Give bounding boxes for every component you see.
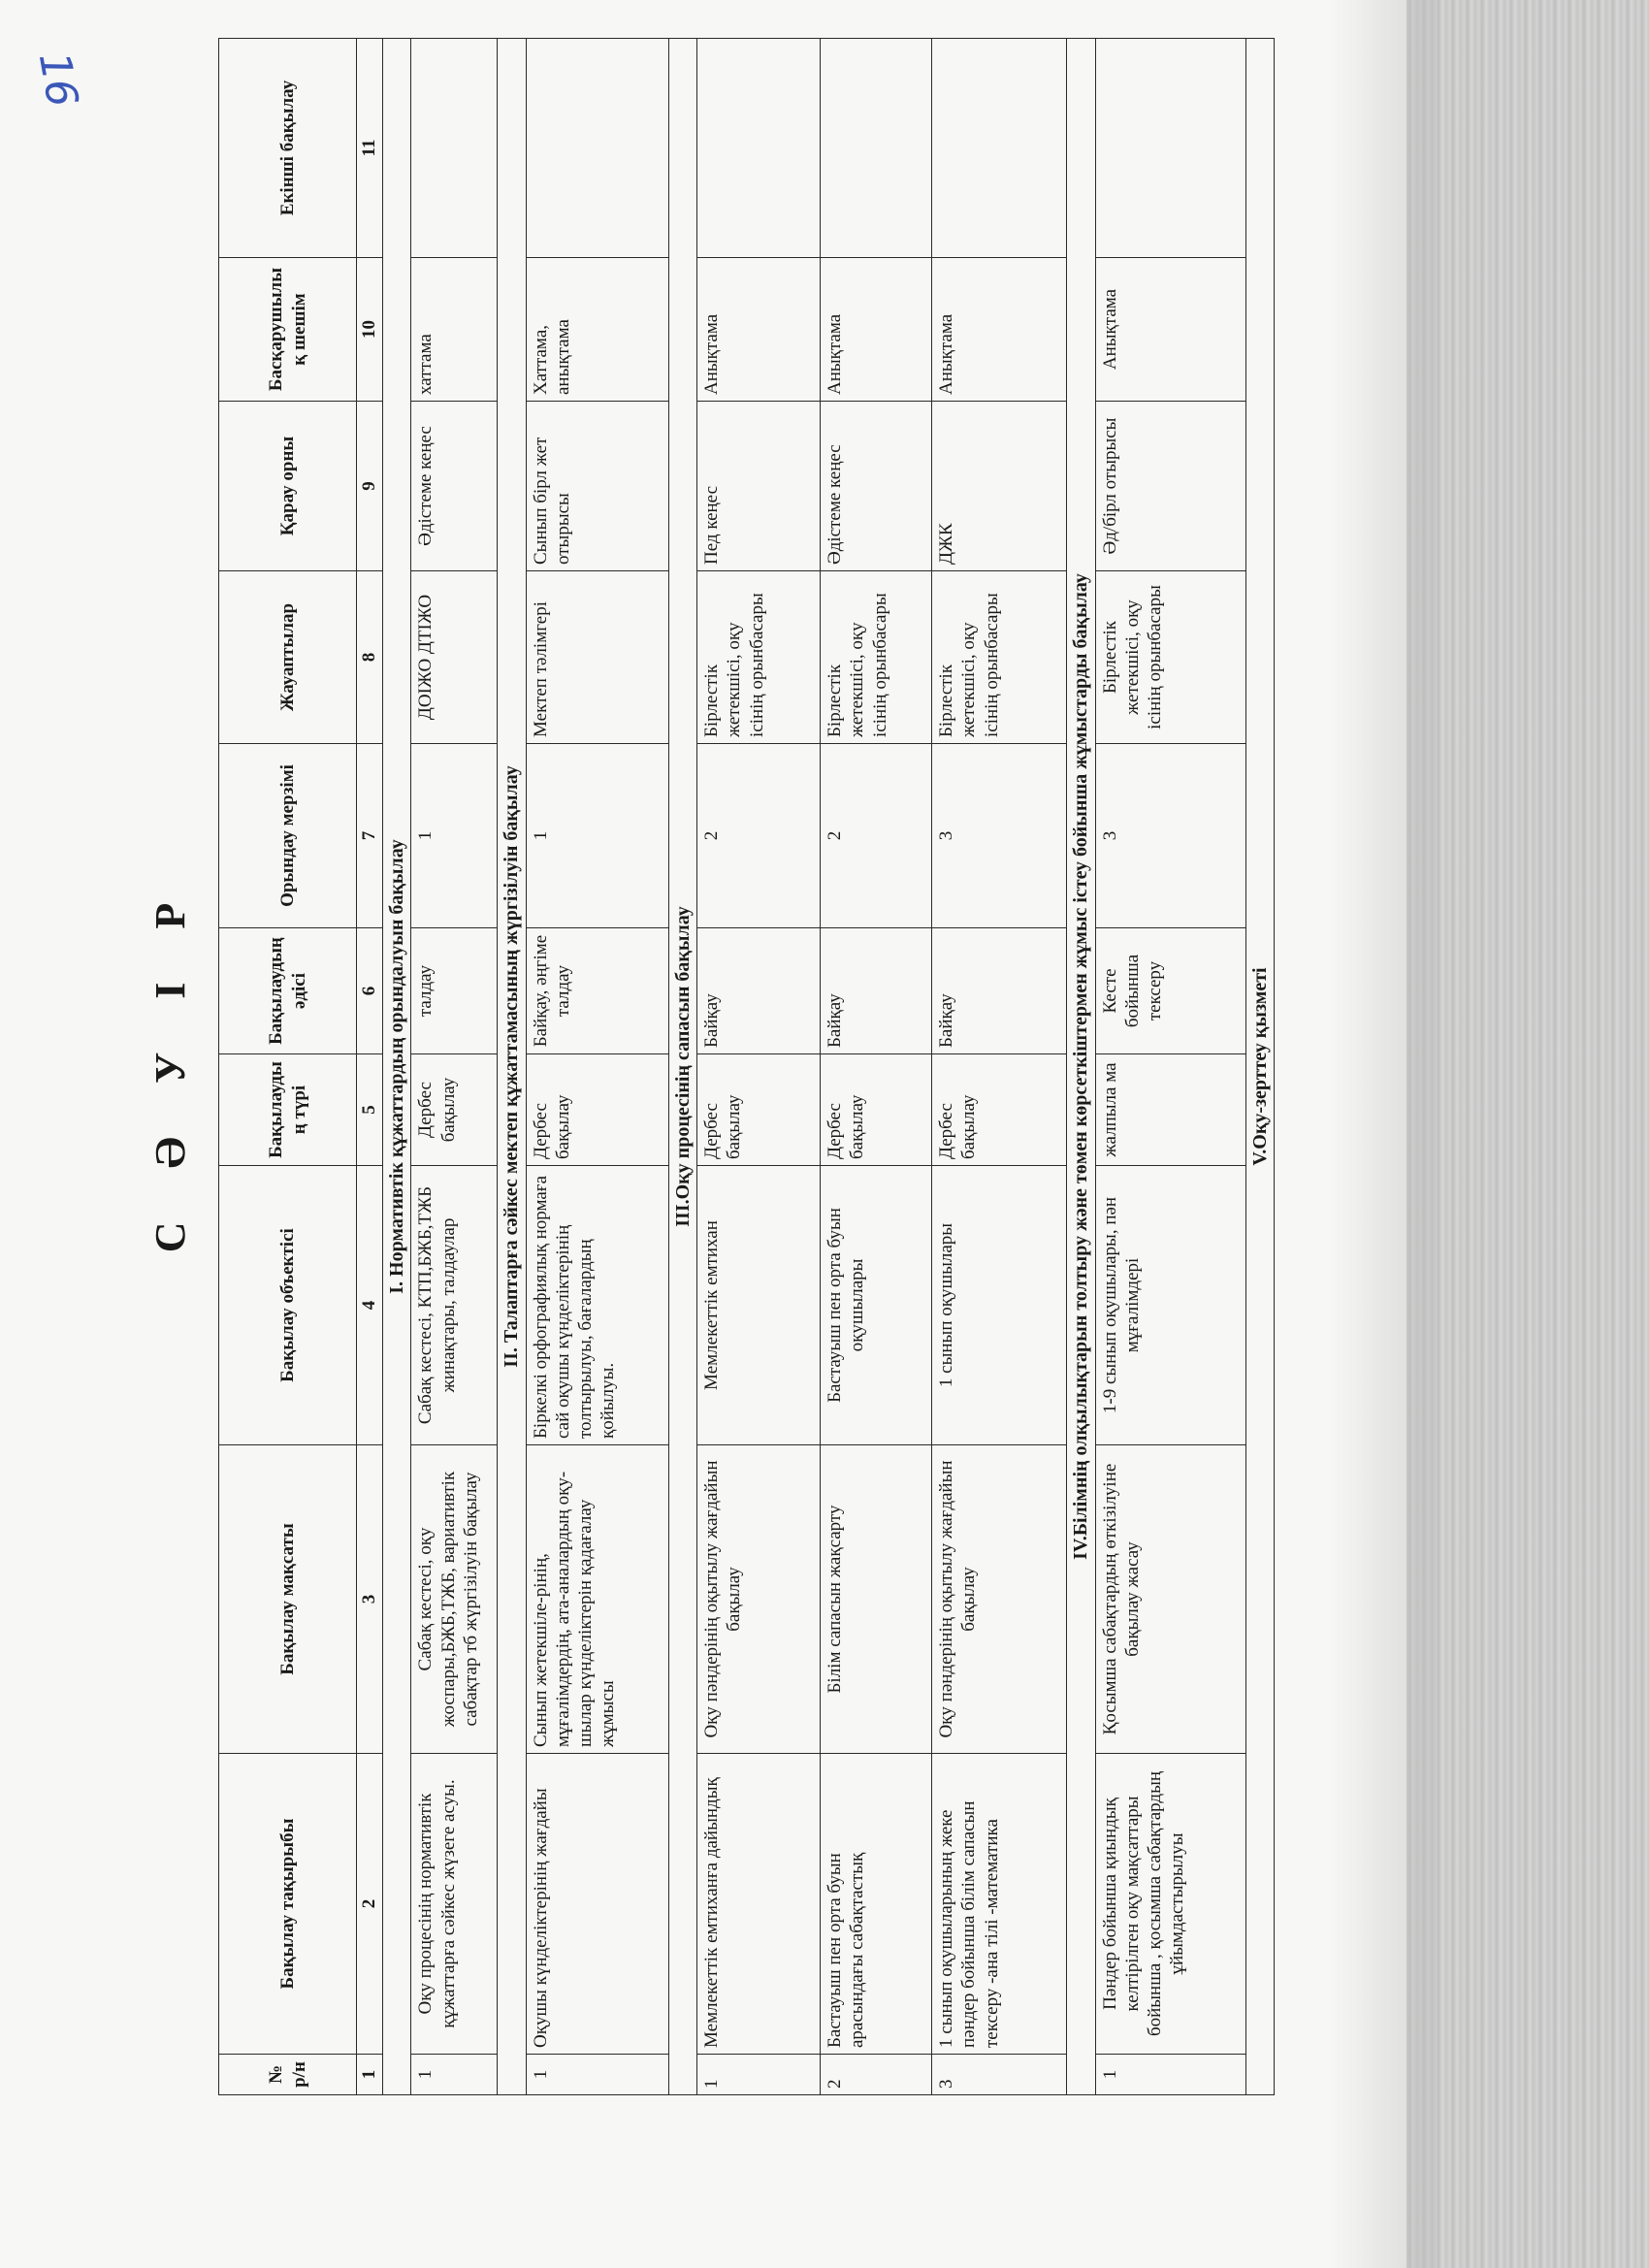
column-number: 11 <box>357 39 383 258</box>
cell-place: Әдістеме кеңес <box>411 402 498 571</box>
table-row <box>1095 39 1245 2095</box>
column-number-row <box>357 39 383 2095</box>
column-number: 9 <box>357 402 383 571</box>
header-cell: Бақылау тақырыбы <box>219 1754 357 2055</box>
cell-place: ДЖК <box>932 402 1067 571</box>
cell-second <box>1095 39 1245 258</box>
scanner-artifact-band <box>1406 0 1649 2268</box>
column-number: 1 <box>357 2055 383 2095</box>
header-row <box>219 39 357 2095</box>
cell-responsible: Бірлестік жетекшісі, оқу ісінің орынбасары <box>697 571 821 744</box>
cell-method: талдау <box>411 928 498 1054</box>
cell-type: Дербес бақылау <box>932 1054 1067 1166</box>
section-heading-row <box>1067 39 1095 2095</box>
cell-method: Байқау, әңгіме талдау <box>526 928 668 1054</box>
column-number: 6 <box>357 928 383 1054</box>
cell-goal: Білім сапасын жақсарту <box>821 1445 932 1754</box>
cell-responsible: Мектеп тәлімгері <box>526 571 668 744</box>
header-cell: Бақылаудың түрі <box>219 1054 357 1166</box>
cell-responsible: Бірлестік жетекшісі, оқу ісінің орынбасары <box>1095 571 1245 744</box>
cell-type: Дербес бақылау <box>526 1054 668 1166</box>
header-cell: Қарау орны <box>219 402 357 571</box>
cell-decision: Анықтама <box>932 258 1067 402</box>
header-cell: Бақылау мақсаты <box>219 1445 357 1754</box>
column-number: 7 <box>357 744 383 928</box>
rotated-document <box>146 39 1329 2095</box>
cell-method: Байқау <box>932 928 1067 1054</box>
cell-topic: Мемлекеттік емтиханға дайындық <box>697 1754 821 2055</box>
cell-place: Сынып бірл жет отырысы <box>526 402 668 571</box>
row-number: 1 <box>1095 2055 1245 2095</box>
cell-topic: Пәндер бойынша қиындық келтірілген оқу мақсаттары бойынша , қосымша сабақтардың ұйымдастырылуы <box>1095 1754 1245 2055</box>
section-heading-row <box>1245 39 1274 2095</box>
cell-decision: Анықтама <box>821 258 932 402</box>
section-heading-row <box>498 39 526 2095</box>
cell-topic: Оқу процесінің нормативтік құжаттарға сәйкес жүзеге асуы. <box>411 1754 498 2055</box>
row-number: 1 <box>526 2055 668 2095</box>
cell-term: 1 <box>411 744 498 928</box>
column-number: 10 <box>357 258 383 402</box>
row-number: 3 <box>932 2055 1067 2095</box>
cell-term: 3 <box>1095 744 1245 928</box>
cell-second <box>697 39 821 258</box>
cell-method: Кесте бойынша тексеру <box>1095 928 1245 1054</box>
cell-decision: Анықтама <box>697 258 821 402</box>
cell-object: 1-9 сынып оқушылары, пән мұғалімдері <box>1095 1166 1245 1445</box>
scanner-artifact-fade <box>1329 0 1436 2268</box>
table-row <box>411 39 498 2095</box>
cell-object: Сабақ кестесі, КТП,БЖБ,ТЖБ жинақтары, талдаулар <box>411 1166 498 1445</box>
column-number: 2 <box>357 1754 383 2055</box>
cell-term: 3 <box>932 744 1067 928</box>
cell-goal: Сабақ кестесі, оқу жоспары,БЖБ,ТЖБ, вариативтік сабақтар тб жүргізілуін бақылау <box>411 1445 498 1754</box>
cell-second <box>411 39 498 258</box>
section-heading: IV.Білімнің олқылықтарын толтыру және төмен көрсеткіштермен жұмыс істеу бойынша жұмыстарды бақылау <box>1067 39 1095 2095</box>
cell-term: 2 <box>821 744 932 928</box>
cell-second <box>932 39 1067 258</box>
header-cell: Жауаптылар <box>219 571 357 744</box>
cell-term: 2 <box>697 744 821 928</box>
section-heading: ІІІ.Оқу процесінің сапасын бақылау <box>668 39 696 2095</box>
cell-decision: Хаттама, анықтама <box>526 258 668 402</box>
cell-place: Әд/бірл отырысы <box>1095 402 1245 571</box>
cell-responsible: ДОІЖО ДТІЖО <box>411 571 498 744</box>
table-row <box>821 39 932 2095</box>
handwritten-page-number: 16 <box>28 49 87 112</box>
column-number: 3 <box>357 1445 383 1754</box>
cell-object: Мемлекеттік емтихан <box>697 1166 821 1445</box>
cell-decision: Анықтама <box>1095 258 1245 402</box>
row-number: 1 <box>411 2055 498 2095</box>
control-plan-table <box>218 38 1275 2095</box>
row-number: 1 <box>697 2055 821 2095</box>
header-cell: Басқарушылық шешім <box>219 258 357 402</box>
cell-topic: 1 сынып оқушыларының жеке пәндер бойынша білім сапасын тексеру -ана тілі -математика <box>932 1754 1067 2055</box>
cell-object: 1 сынып оқушылары <box>932 1166 1067 1445</box>
cell-goal: Сынып жетекшіле-рінің, мұғалімдердің, ата-аналардың оқу-шылар күнделіктерін қадағалау жұмысы <box>526 1445 668 1754</box>
table-row <box>932 39 1067 2095</box>
cell-place: Пед кеңес <box>697 402 821 571</box>
cell-method: Байқау <box>697 928 821 1054</box>
header-cell: Орындау мерзімі <box>219 744 357 928</box>
cell-goal: Оқу пәндерінің оқытылу жағдайын бақылау <box>697 1445 821 1754</box>
cell-decision: хаттама <box>411 258 498 402</box>
cell-second <box>526 39 668 258</box>
column-number: 8 <box>357 571 383 744</box>
section-heading-row <box>668 39 696 2095</box>
cell-topic: Бастауыш пен орта буын арасындағы сабақтастық <box>821 1754 932 2055</box>
header-cell: Бақылаудың әдісі <box>219 928 357 1054</box>
cell-responsible: Бірлестік жетекшісі, оқу ісінің орынбасары <box>821 571 932 744</box>
table-row <box>526 39 668 2095</box>
section-heading: V.Оқу-зерттеу қызметі <box>1245 39 1274 2095</box>
header-cell: Бақылау объектісі <box>219 1166 357 1445</box>
cell-method: Байқау <box>821 928 932 1054</box>
cell-type: Дербес бақылау <box>697 1054 821 1166</box>
cell-type: Дербес бақылау <box>411 1054 498 1166</box>
section-heading-row <box>383 39 411 2095</box>
cell-responsible: Бірлестік жетекшісі, оқу ісінің орынбасары <box>932 571 1067 744</box>
section-heading: ІІ. Талаптарға сәйкес мектеп құжаттамасының жүргізілуін бақылау <box>498 39 526 2095</box>
cell-topic: Оқушы күнделіктерінің жағдайы <box>526 1754 668 2055</box>
cell-type: Дербес бақылау <box>821 1054 932 1166</box>
cell-type: жалпыла ма <box>1095 1054 1245 1166</box>
table-row <box>697 39 821 2095</box>
header-cell: № р/н <box>219 2055 357 2095</box>
column-number: 4 <box>357 1166 383 1445</box>
cell-goal: Оқу пәндерінің оқытылу жағдайын бақылау <box>932 1445 1067 1754</box>
cell-second <box>821 39 932 258</box>
row-number: 2 <box>821 2055 932 2095</box>
section-heading: І. Нормативтік құжаттардың орындалуын бақылау <box>383 39 411 2095</box>
cell-object: Біркелкі орфографиялық нормаға сай оқушы күнделіктерінің толтырылуы, бағалардың қойылуы. <box>526 1166 668 1445</box>
cell-object: Бастауыш пен орта буын оқушылары <box>821 1166 932 1445</box>
header-cell: Екінші бақылау <box>219 39 357 258</box>
cell-goal: Қосымша сабақтардың өткізілуіне бақылау жасау <box>1095 1445 1245 1754</box>
cell-term: 1 <box>526 744 668 928</box>
document-title: С Ә У І Р <box>146 881 194 1253</box>
cell-place: Әдістеме кеңес <box>821 402 932 571</box>
column-number: 5 <box>357 1054 383 1166</box>
